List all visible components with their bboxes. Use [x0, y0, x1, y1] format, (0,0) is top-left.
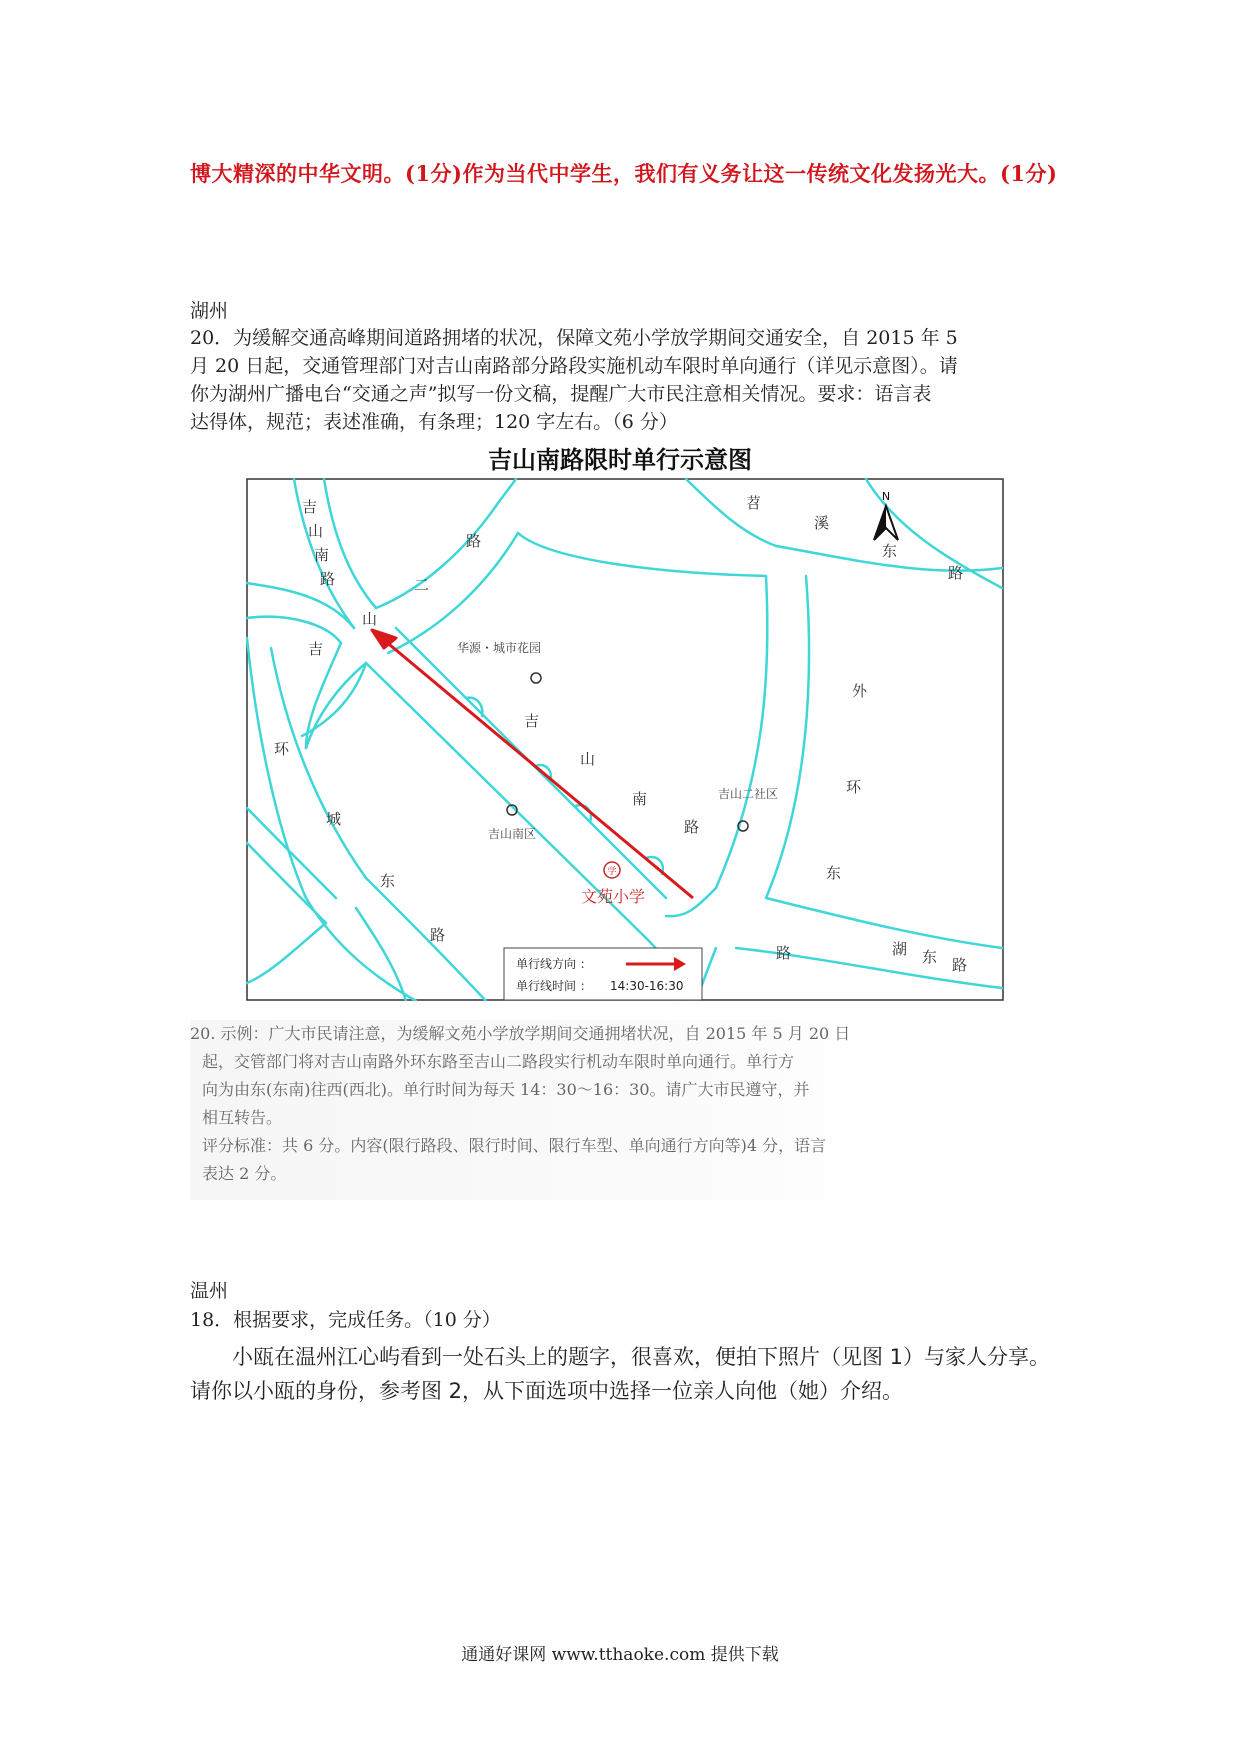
school-label: 文苑小学	[580, 887, 646, 906]
map-title: 吉山南路限时单行示意图	[488, 446, 752, 474]
road-char: 环	[846, 778, 862, 796]
road-char: 南	[632, 790, 648, 808]
road-char: 溪	[814, 514, 830, 532]
road-char: 城	[326, 810, 342, 828]
task-line: 请你以小瓯的身份，参考图 2，从下面选项中选择一位亲人向他（她）介绍。	[190, 1379, 904, 1403]
road-char: 湖	[892, 940, 908, 958]
question-line: 达得体，规范；表述准确，有条理；120 字左右。（6 分）	[190, 411, 678, 433]
road-char: 环	[274, 740, 290, 758]
road-char: 路	[948, 564, 964, 582]
place-label: 华源・城市花园	[456, 641, 542, 655]
road-char: 吉	[302, 498, 318, 516]
road-char: 路	[466, 532, 482, 550]
answer-line: 相互转告。	[202, 1108, 283, 1127]
road-char: 吉	[524, 712, 540, 730]
region-wenzhou: 温州	[190, 1280, 229, 1302]
question-line: 月 20 日起，交通管理部门对吉山南路部分路段实施机动车限时单向通行（详见示意图）。请	[190, 355, 958, 377]
question-line: 你为湖州广播电台“交通之声”拟写一份文稿，提醒广大市民注意相关情况。要求：语言表	[190, 383, 932, 405]
page-footer: 通通好课网 www.tthaoke.com 提供下载	[461, 1645, 779, 1665]
place-label: 吉山南区	[487, 827, 537, 841]
road-char: 南	[314, 546, 330, 564]
top-answer-line: 博大精深的中华文明。(1分)作为当代中学生，我们有义务让这一传统文化发扬光大。(1分)	[190, 161, 1058, 186]
road-char: 东	[380, 872, 396, 890]
answer-line: 评分标准：共 6 分。内容(限行路段、限行时间、限行车型、单向通行方向等)4 分，语言	[202, 1136, 827, 1155]
north-label: N	[881, 490, 891, 503]
road-char: 吉	[308, 640, 324, 658]
question-18: 18．根据要求，完成任务。（10 分）	[190, 1309, 501, 1331]
legend-time-value: 14:30-16:30	[610, 979, 684, 993]
task-text	[190, 1340, 1062, 1408]
road-char: 路	[320, 570, 336, 588]
answer-line: 起，交管部门将对吉山南路外环东路至吉山二路段实行机动车限时单向通行。单行方	[202, 1052, 795, 1071]
road-char: 外	[852, 682, 868, 700]
road-char: 苕	[746, 494, 762, 512]
school-icon-glyph: 学	[607, 867, 617, 877]
map-figure	[246, 478, 1004, 1001]
answer-scan	[190, 1020, 920, 1200]
road-char: 山	[580, 750, 596, 768]
road-char: 东	[882, 542, 898, 560]
legend-time-label: 单行线时间 ：	[516, 979, 592, 993]
road-char: 山	[362, 610, 378, 628]
task-line: 小瓯在温州江心屿看到一处石头上的题字，很喜欢，便拍下照片（见图 1）与家人分享。	[232, 1345, 1051, 1369]
answer-line: 20. 示例：广大市民请注意，为缓解文苑小学放学期间交通拥堵状况，自 2015 年 5 月 20 日	[190, 1024, 851, 1043]
road-char: 东	[922, 948, 938, 966]
map-legend	[504, 948, 702, 1000]
one-way-map	[246, 478, 1004, 1001]
road-char: 山	[308, 522, 324, 540]
road-char: 路	[430, 926, 446, 944]
road-char: 二	[414, 576, 430, 594]
question-20	[190, 324, 1062, 436]
answer-line: 向为由东(东南)往西(西北)。单行时间为每天 14：30～16：30。请广大市民遵守，并	[202, 1080, 810, 1099]
road-char: 路	[684, 818, 700, 836]
answer-line: 表达 2 分。	[202, 1164, 287, 1183]
road-char: 东	[826, 864, 842, 882]
road-char: 路	[952, 956, 968, 974]
region-huzhou: 湖州	[190, 300, 229, 322]
road-char: 路	[776, 944, 792, 962]
question-line: 20．为缓解交通高峰期间道路拥堵的状况，保障文苑小学放学期间交通安全，自 2015 年 5	[190, 327, 958, 349]
place-label: 吉山二社区	[717, 787, 779, 801]
legend-direction-label: 单行线方向 ：	[516, 957, 592, 971]
